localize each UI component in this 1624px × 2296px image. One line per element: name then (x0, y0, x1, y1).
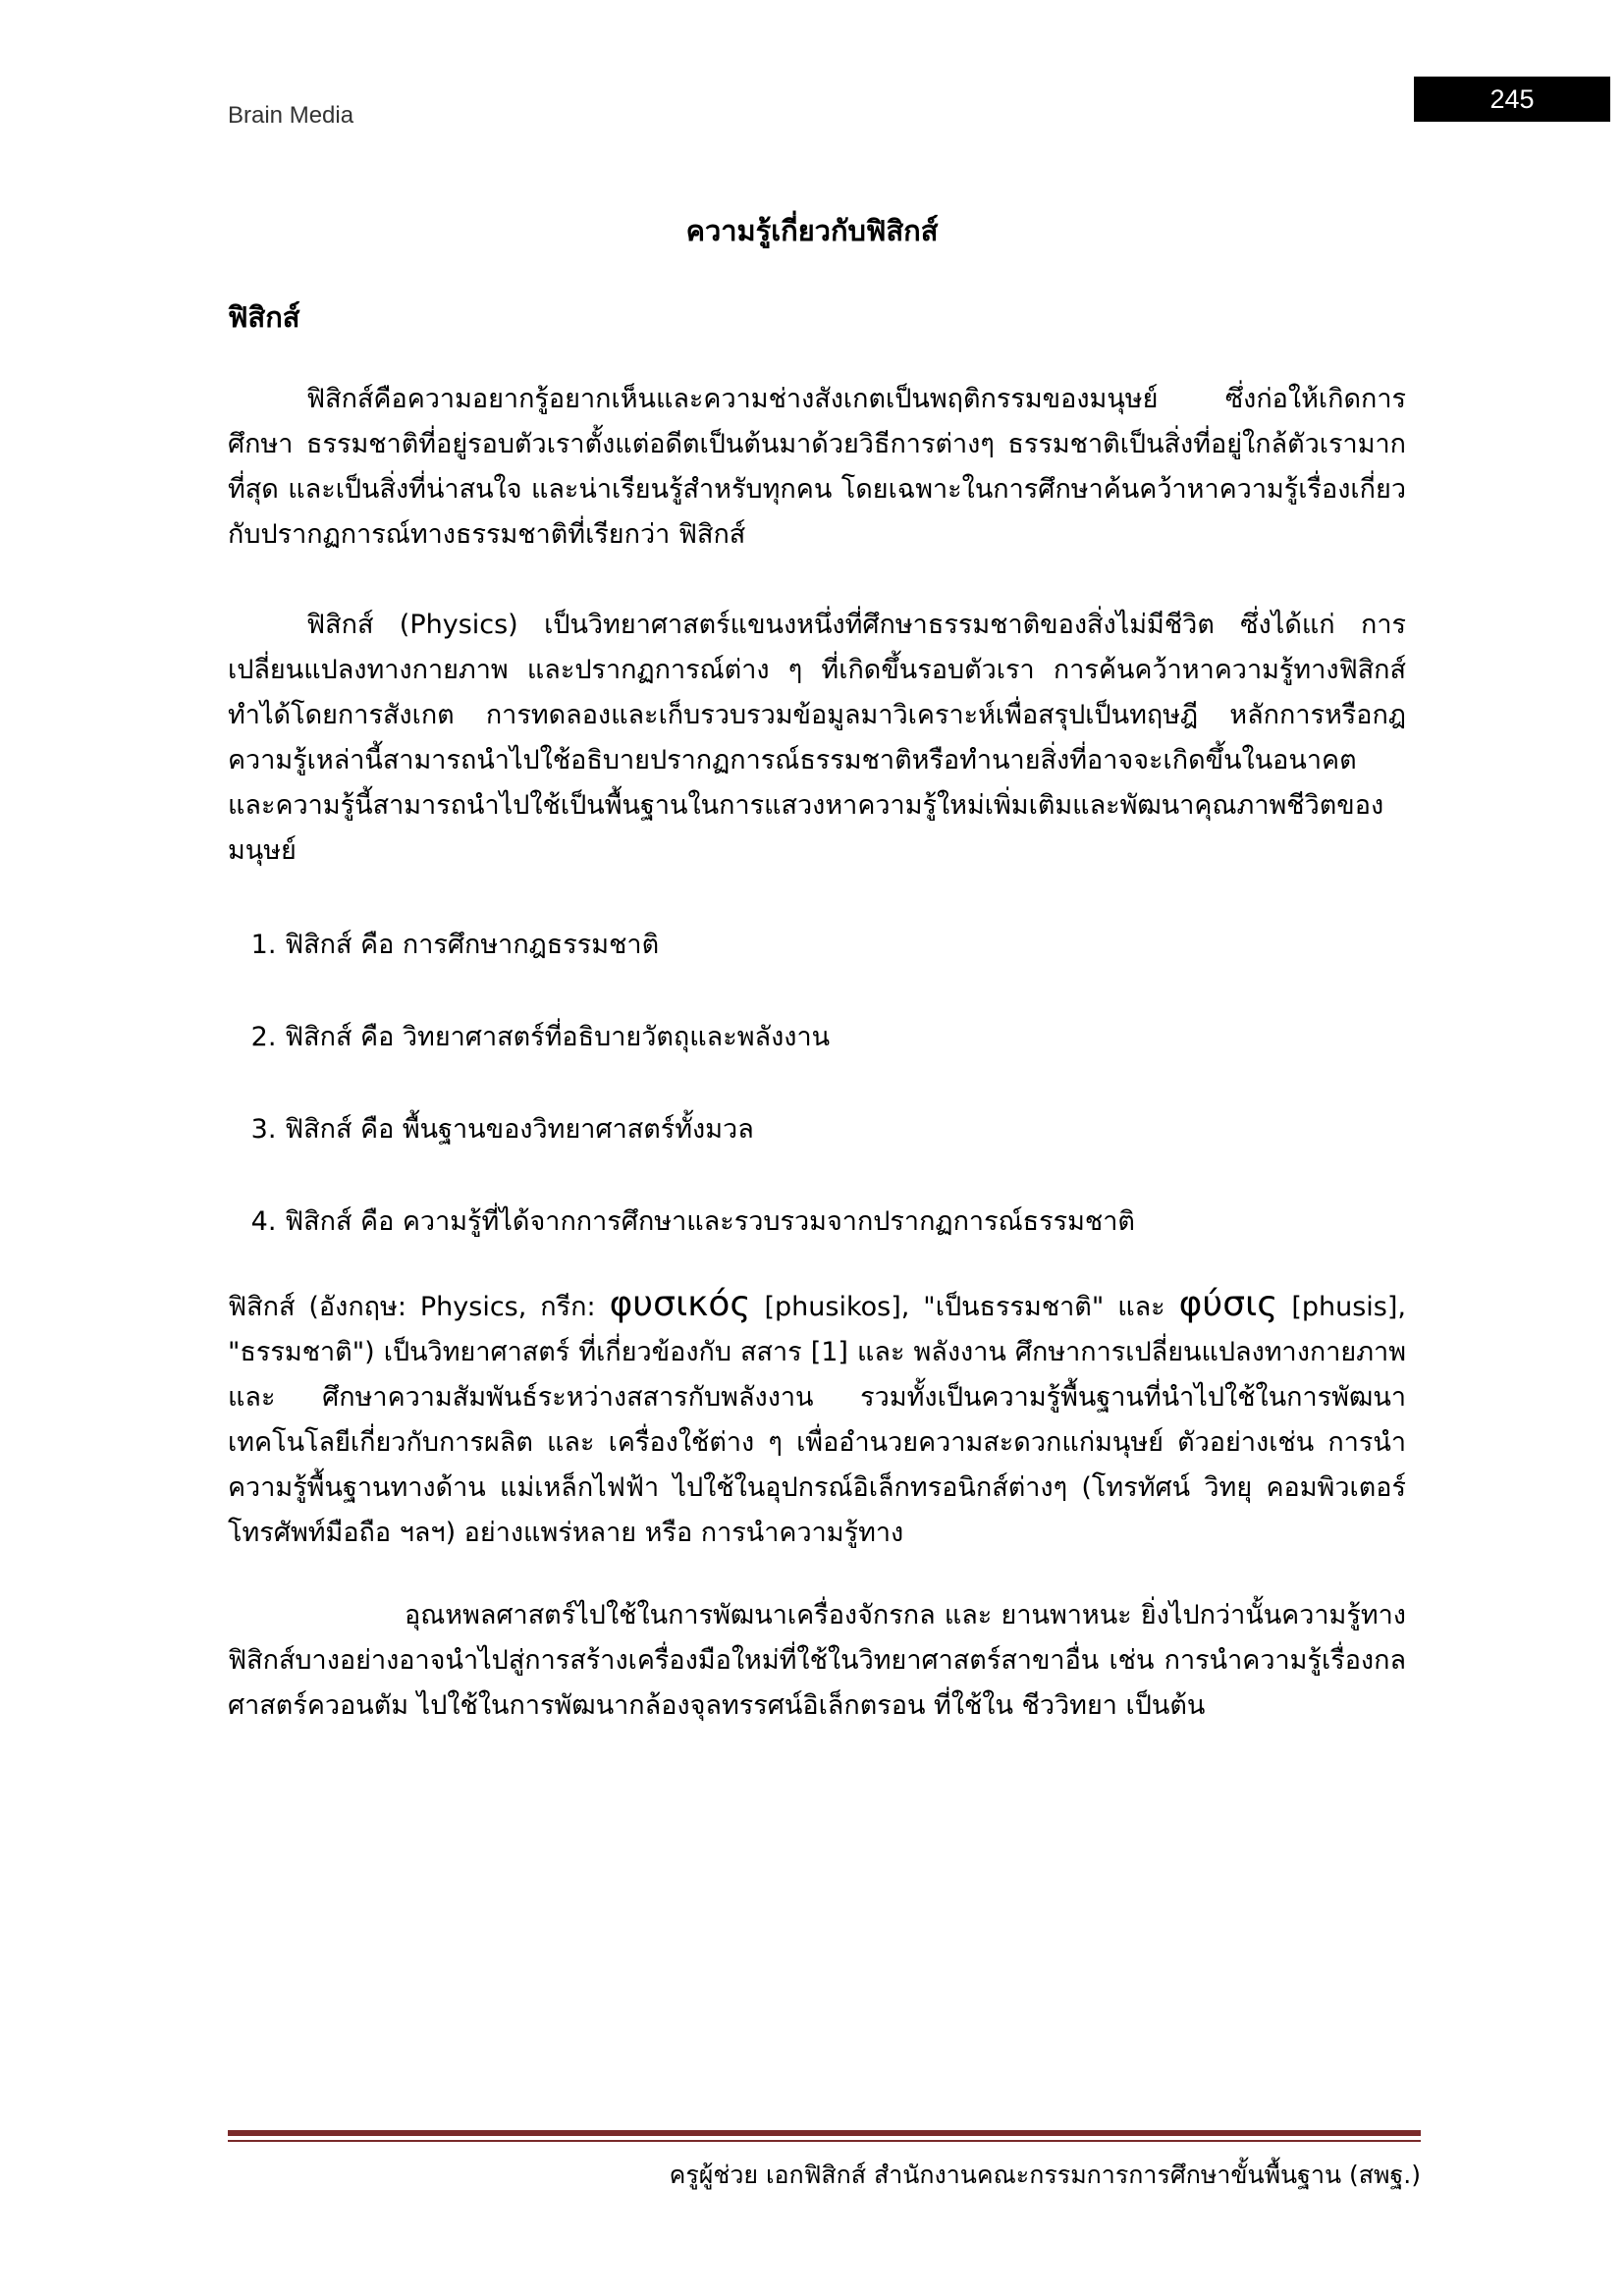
list-item: 3. ฟิสิกส์ คือ พื้นฐานของวิทยาศาสตร์ทั้งมวล (285, 1107, 1406, 1152)
page-title: ความรู้เกี่ยวกับฟิสิกส์ (685, 214, 939, 247)
paragraph-final: อุณหพลศาสตร์ไปใช้ในการพัฒนาเครื่องจักรกล และ ยานพาหนะ ยิ่งไปกว่านั้นความรู้ทางฟิสิกส์บางอย่างอาจนำไปสู่การสร้างเครื่องมือใหม่ที่ใช้ในวิทยาศาสตร์สาขาอื่น เช่น การนำความรู้เรื่องกลศาสตร์ควอนตัม ไปใช้ในการพัฒนากล้องจุลทรรศน์อิเล็กตรอน ที่ใช้ใน ชีววิทยา เป็นต้น (228, 1600, 1406, 1721)
etymology-rest: [phusis], "ธรรมชาติ") เป็นวิทยาศาสตร์ ที่เกี่ยวข้องกับ สสาร [1] และ พลังงาน ศึกษาการเปลี่ยนแปลงทางกายภาพ และ ศึกษาความสัมพันธ์ระหว่างสสารกับพลังงาน รวมทั้งเป็นความรู้พื้นฐานที่นำไปใช้ในการพัฒนาเทคโนโลยีเกี่ยวกับการผลิต และ เครื่องใช้ต่าง ๆ เพื่ออำนวยความสะดวกแก่มนุษย์ ตัวอย่างเช่น การนำความรู้พื้นฐานทางด้าน แม่เหล็กไฟฟ้า ไปใช้ในอุปกรณ์อิเล็กทรอนิกส์ต่างๆ (โทรทัศน์ วิทยุ คอมพิวเตอร์ โทรศัพท์มือถือ ฯลฯ) อย่างแพร่หลาย หรือ การนำความรู้ทาง (228, 1292, 1406, 1548)
body-content (228, 377, 1406, 1729)
definition-list (228, 923, 1406, 1245)
list-item: 2. ฟิสิกส์ คือ วิทยาศาสตร์ที่อธิบายวัตถุและพลังงาน (285, 1015, 1406, 1060)
footer-rule-thin (228, 2140, 1421, 2142)
section-heading: ฟิสิกส์ (228, 300, 300, 334)
paragraph-etymology (228, 1282, 1406, 1556)
etymology-lead: ฟิสิกส์ (อังกฤษ: Physics, กรีก: (228, 1292, 610, 1322)
list-item: 1. ฟิสิกส์ คือ การศึกษากฎธรรมชาติ (285, 923, 1406, 968)
paragraph-definition: ฟิสิกส์ (Physics) เป็นวิทยาศาสตร์แขนงหนึ่งที่ศึกษาธรรมชาติของสิ่งไม่มีชีวิต ซึ่งได้แก่ การเปลี่ยนแปลงทางกายภาพ และปรากฏการณ์ต่าง ๆ ที่เกิดขึ้นรอบตัวเรา การค้นคว้าหาความรู้ทางฟิสิกส์ทำได้โดยการสังเกต การทดลองและเก็บรวบรวมข้อมูลมาวิเคราะห์เพื่อสรุปเป็นทฤษฎี หลักการหรือกฎความรู้เหล่านี้สามารถนำไปใช้อธิบายปรากฏการณ์ธรรมชาติหรือทำนายสิ่งที่อาจจะเกิดขึ้นในอนาคต และความรู้นี้สามารถนำไปใช้เป็นพื้นฐานในการแสวงหาความรู้ใหม่เพิ่มเติมและพัฒนาคุณภาพชีวิตของมนุษย์ (228, 610, 1406, 866)
greek-word-phusis: φύσις (1178, 1284, 1278, 1324)
etymology-part2: [phusikos], "เป็นธรรมชาติ" และ (750, 1292, 1179, 1322)
header-brand: Brain Media (228, 102, 354, 129)
page-number-badge: 245 (1414, 77, 1610, 122)
paragraph-intro: ฟิสิกส์คือความอยากรู้อยากเห็นและความช่างสังเกตเป็นพฤติกรรมของมนุษย์ ซึ่งก่อให้เกิดการศึกษา ธรรมชาติที่อยู่รอบตัวเราตั้งแต่อดีตเป็นต้นมาด้วยวิธีการต่างๆ ธรรมชาติเป็นสิ่งที่อยู่ใกล้ตัวเรามากที่สุด และเป็นสิ่งที่น่าสนใจ และน่าเรียนรู้สำหรับทุกคน โดยเฉพาะในการศึกษาค้นคว้าหาความรู้เรื่องเกี่ยวกับปรากฏการณ์ทางธรรมชาติที่เรียกว่า ฟิสิกส์ (228, 384, 1406, 550)
greek-word-phusikos: φυσικός (609, 1284, 751, 1324)
list-item: 4. ฟิสิกส์ คือ ความรู้ที่ได้จากการศึกษาและรวบรวมจากปรากฏการณ์ธรรมชาติ (285, 1200, 1406, 1245)
footer-rule (228, 2130, 1421, 2136)
footer-text: ครูผู้ช่วย เอกฟิสิกส์ สำนักงานคณะกรรมการการศึกษาขั้นพื้นฐาน (สพฐ.) (669, 2161, 1421, 2189)
